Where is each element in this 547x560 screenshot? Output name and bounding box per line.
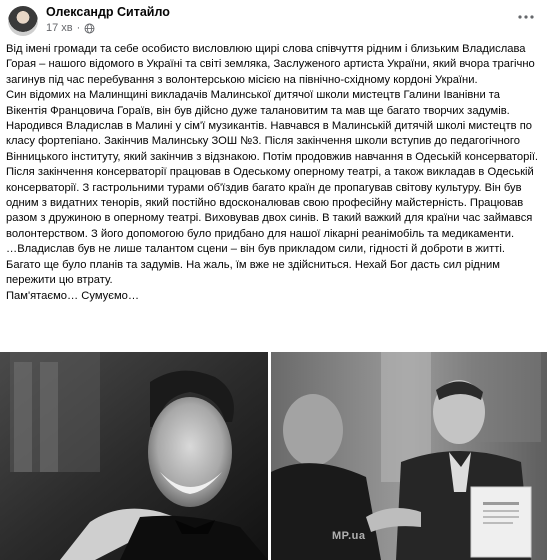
more-horizontal-icon — [518, 15, 534, 19]
portrait-photo[interactable] — [0, 352, 268, 560]
award-ceremony-photo[interactable] — [271, 352, 547, 560]
avatar[interactable] — [8, 6, 38, 36]
meta-separator: · — [76, 22, 81, 34]
post-meta — [46, 22, 95, 34]
more-options-button[interactable] — [515, 6, 537, 28]
post-paragraph: Народився Владислав в Малині у сім'ї музикантів. Навчався в Малинській дитячій школі мистецтв по класу фортепіано. Закінчив Малинську ЗОШ №3. Після закінчення школи вступив до педагогічного Вінницького інституту, який закінчив з відзнакою. Потім продовжив навчання в Одеській консерваторії. Після закінчення консерваторії працював в Одеському оперному театрі, а також викладав в Одеській консерваторії. З гастрольними турами об'їздив багато країн де пропагував світову культуру. Він був одним з видатних тенорів, який постійно вдосконалював свою професійну майстерність. Працював разом з дружиною в оперному театрі. Виховував двох синів. В такий важкий для країни час займався волонтерством. З його допомогою було придбано для нашої лікарні реанімобіль та медикаменти. — [6, 120, 539, 240]
watermark: MP.ua — [332, 530, 366, 542]
author-name[interactable]: Олександр Ситайло — [46, 5, 170, 19]
post-paragraph: Пам'ятаємо… Сумуємо… — [6, 289, 140, 302]
post-header — [0, 0, 547, 40]
photo-grid — [0, 352, 547, 560]
globe-icon — [84, 23, 95, 34]
post-paragraph: Син відомих на Малинщині викладачів Малинської дитячої школи мистецтв Галини Іванівни та Вікентія Францовича Гораїв, він був дійсно дуже талановитим та мав ще багато творчих задумів. — [6, 89, 510, 117]
post-time[interactable]: 17 хв — [46, 22, 73, 34]
post-paragraph: Від імені громади та себе особисто висловлюю щирі слова співчуття рідним і близьким Владислава Горая – нашого відомого в Україні та світі земляка, Заслуженого артиста України, який вчора трагічно загинув під час перебування з волонтерською місією на північно-східному кордоні України. — [6, 43, 535, 86]
post-paragraph: …Владислав був не лише талантом сцени – він був прикладом сили, гідності й доброти в житті. Багато ще було планів та задумів. На жаль, їм вже не здійсниться. Нехай Бог дасть сил рідним пережити цю втрату. — [6, 243, 505, 287]
post-body — [6, 42, 542, 304]
